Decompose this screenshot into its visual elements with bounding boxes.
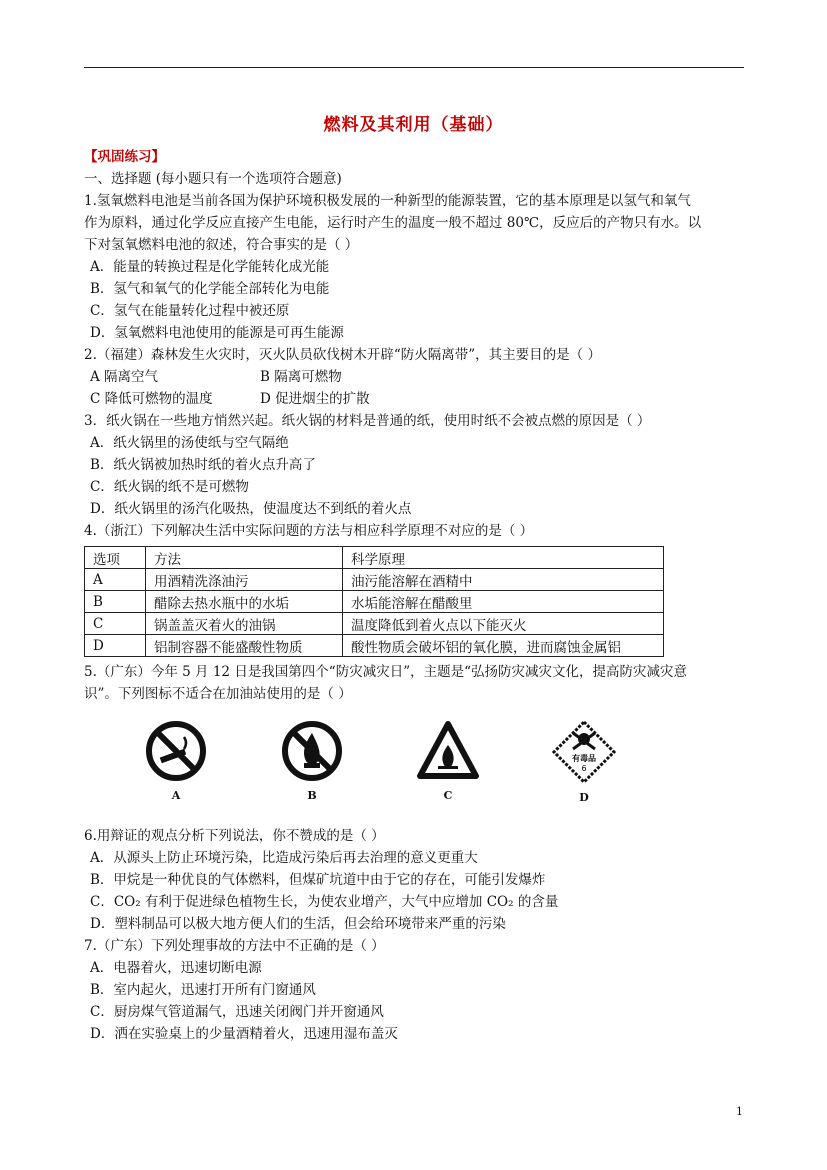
option-c: C 降低可燃物的温度 [90, 391, 213, 407]
table-row [85, 635, 664, 657]
table-cell: C [85, 613, 146, 635]
option-b: B．甲烷是一种优良的气体燃料，但煤矿坑道中由于它的存在，可能引发爆炸 [90, 872, 546, 888]
question-7 [84, 935, 744, 1045]
sign-b [244, 719, 380, 819]
table-cell: 醋除去热水瓶中的水垢 [146, 591, 343, 613]
sign-label: B [307, 789, 317, 802]
option-d: D．洒在实验桌上的少量酒精着火，迅速用湿布盖灭 [90, 1026, 398, 1042]
option-c: C．纸火锅的纸不是可燃物 [90, 479, 249, 495]
table-header-row [85, 547, 664, 569]
option-c: C．氢气在能量转化过程中被还原 [90, 303, 290, 319]
option-b: B．室内起火，迅速打开所有门窗通风 [90, 982, 316, 998]
question-2 [84, 344, 744, 410]
no-smoking-icon [144, 719, 208, 783]
question-6 [84, 825, 744, 935]
question-stem: 3．纸火锅在一些地方悄然兴起。纸火锅的材料是普通的纸，使用时纸不会被点燃的原因是（ ） [84, 413, 651, 429]
question-5 [84, 661, 744, 819]
question-stem: 2.（福建）森林发生火灾时，灭火队员砍伐树木开辟“防火隔离带”，其主要目的是（ ） [84, 347, 601, 363]
table-row [85, 591, 664, 613]
page-number: 1 [736, 1105, 743, 1118]
table-cell: 铝制容器不能盛酸性物质 [146, 635, 343, 657]
worksheet-body [84, 146, 744, 1045]
sign-c [380, 719, 516, 819]
option-b: B 隔离可燃物 [260, 369, 342, 385]
question-1 [84, 190, 744, 344]
table-cell: D [85, 635, 146, 657]
option-c: C．厨房煤气管道漏气，迅速关闭阀门并开窗通风 [90, 1004, 384, 1020]
table-header: 科学原理 [343, 547, 664, 569]
question-3 [84, 410, 744, 520]
table-cell: 水垢能溶解在醋酸里 [343, 591, 664, 613]
option-d: D．氢氧燃料电池使用的能源是可再生能源 [90, 325, 344, 341]
question-stem: 6.用辩证的观点分析下列说法，你不赞成的是（ ） [84, 828, 385, 844]
table-cell: A [85, 569, 146, 591]
option-a: A．从源头上防止环境污染，比造成污染后再去治理的意义更重大 [90, 850, 478, 866]
sign-d [516, 719, 652, 819]
table-cell: 油污能溶解在酒精中 [343, 569, 664, 591]
no-fire-icon [280, 719, 344, 783]
table-row [85, 613, 664, 635]
safety-signs [108, 719, 744, 819]
table-cell: 锅盖盖灭着火的油锅 [146, 613, 343, 635]
question-stem: 识”。下列图标不适合在加油站使用的是（ ） [84, 686, 352, 702]
table-header: 选项 [85, 547, 146, 569]
option-a: A．能量的转换过程是化学能转化成光能 [90, 259, 330, 275]
option-c: C．CO₂ 有利于促进绿色植物生长，为使农业增产，大气中应增加 CO₂ 的含量 [90, 894, 559, 910]
sign-label: C [443, 789, 453, 802]
flammable-warning-icon [416, 719, 480, 783]
option-a: A．电器着火，迅速切断电源 [90, 960, 262, 976]
table-cell: B [85, 591, 146, 613]
toxic-class: 6 [581, 764, 587, 773]
option-d: D．塑料制品可以极大地方便人们的生活，但会给环境带来严重的污染 [90, 916, 506, 932]
option-b: B．氢气和氧气的化学能全部转化为电能 [90, 281, 330, 297]
option-d: D．纸火锅里的汤汽化吸热，使温度达不到纸的着火点 [90, 501, 412, 517]
sign-a [108, 719, 244, 819]
question-stem: 作为原料，通过化学反应直接产生电能，运行时产生的温度一般不超过 80℃，反应后的产物只有水。以 [84, 215, 702, 231]
option-d: D 促进烟尘的扩散 [260, 391, 370, 407]
table-row [85, 569, 664, 591]
sign-label: D [579, 791, 589, 804]
table-header: 方法 [146, 547, 343, 569]
option-a: A 隔离空气 [90, 369, 159, 385]
question-stem: 5.（广东）今年 5 月 12 日是我国第四个“防灾减灾日”，主题是“弘扬防灾减灾文化，提高防灾减灾意 [84, 664, 688, 680]
question-stem: 下对氢氧燃料电池的叙述，符合事实的是（ ） [84, 237, 359, 253]
table-cell: 酸性物质会破坏铝的氧化膜，进而腐蚀金属铝 [343, 635, 664, 657]
option-a: A．纸火锅里的汤使纸与空气隔绝 [90, 435, 289, 451]
table-cell: 用酒精洗涤油污 [146, 569, 343, 591]
question-stem: 7.（广东）下列处理事故的方法中不正确的是（ ） [84, 938, 385, 954]
question-4 [84, 520, 744, 657]
science-table [84, 546, 664, 657]
page-title: 燃料及其利用（基础） [323, 115, 504, 135]
option-row [84, 366, 744, 388]
option-row [84, 388, 744, 410]
toxic-hazard-icon [551, 719, 617, 785]
question-stem: 1.氢氧燃料电池是当前各国为保护环境积极发展的一种新型的能源装置，它的基本原理是以氢气和氧气 [84, 193, 691, 209]
section-heading: 一、选择题 (每小题只有一个选项符合题意) [84, 171, 342, 187]
option-b: B．纸火锅被加热时纸的着火点升高了 [90, 457, 316, 473]
sign-label: A [171, 789, 181, 802]
toxic-label: 有毒品 [572, 754, 596, 763]
section-label: 【巩固练习】 [84, 149, 165, 165]
question-stem: 4.（浙江）下列解决生活中实际问题的方法与相应科学原理不对应的是（ ） [84, 523, 534, 539]
table-cell: 温度降低到着火点以下能灭火 [343, 613, 664, 635]
header-rule [84, 67, 744, 68]
